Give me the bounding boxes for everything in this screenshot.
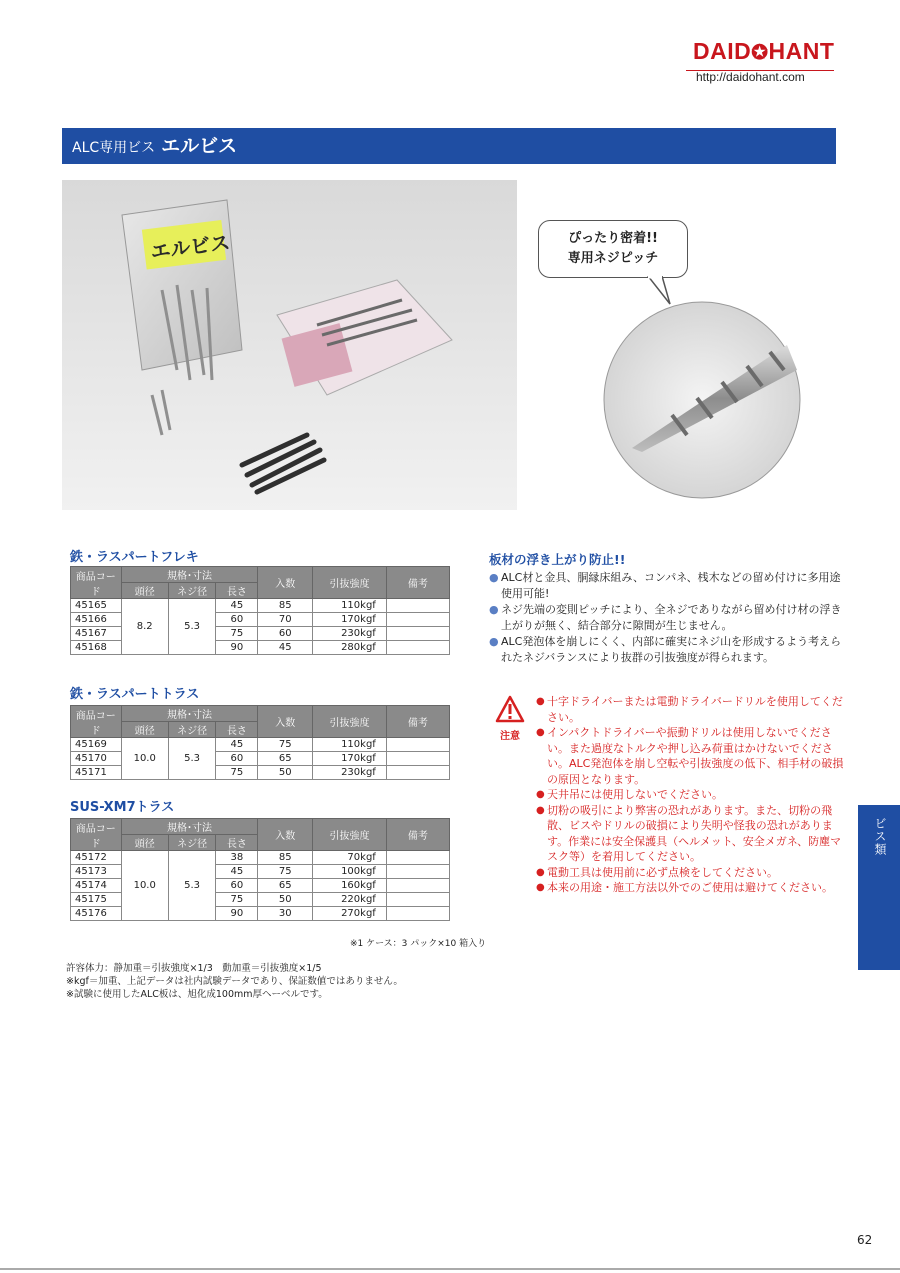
col-spec: 規格･寸法 [121,819,258,835]
cell-length: 90 [216,641,258,655]
cell-note [386,613,449,627]
cell-qty: 30 [258,907,313,921]
cell-code: 45168 [71,641,122,655]
table-3-title: SUS-XM7トラス [70,800,175,815]
col-thread: ネジ径 [168,835,215,851]
star-icon: ✪ [751,42,769,64]
cell-code: 45172 [71,851,122,865]
spec-table-1 [70,566,450,655]
case-note: ※1 ケース：3 パック×10 箱入り [350,939,487,949]
col-head: 頭径 [121,583,168,599]
category-side-tab [858,805,900,970]
cell-qty: 60 [258,627,313,641]
cell-code: 45170 [71,752,122,766]
cell-length: 60 [216,613,258,627]
brand-logo-text-left: DAID [693,38,752,64]
cell-qty: 65 [258,752,313,766]
table-row [71,738,450,752]
col-qty: 入数 [258,706,313,738]
col-spec: 規格･寸法 [121,706,258,722]
cell-length: 60 [216,752,258,766]
col-spec: 規格･寸法 [121,567,258,583]
cell-qty: 65 [258,879,313,893]
bottom-divider [0,1268,900,1270]
cell-note [386,907,449,921]
col-length: 長さ [216,722,258,738]
list-item: ● 切粉の吸引により弊害の恐れがあります。また、切粉の飛散、ビスやドリルの破損により失明や怪我の恐れがあります。作業には安全保護具（ヘルメット、安全メガネ、防塵マスク等）を着用してください。 [536,803,848,865]
cell-length: 75 [216,627,258,641]
title-product: エルビス [161,135,238,157]
features-title: 板材の浮き上がり防止!! [489,552,626,567]
cell-qty: 85 [258,599,313,613]
callout-line-2: 専用ネジピッチ [567,251,659,266]
list-item: ● 本来の用途・施工方法以外でのご使用は避けてください。 [536,880,848,896]
cell-note [386,893,449,907]
product-photo [62,180,517,510]
caution-badge [494,695,526,742]
callout-line-1: ぴったり密着!! [568,231,658,246]
col-head: 頭径 [121,722,168,738]
cell-pull: 70kgf [313,851,387,865]
col-length: 長さ [216,835,258,851]
cell-qty: 85 [258,851,313,865]
brand-logo [693,38,843,65]
table-row [71,599,450,613]
spec-table-3 [70,818,450,921]
cell-length: 90 [216,907,258,921]
cell-code: 45169 [71,738,122,752]
cell-head-dia: 10.0 [121,738,168,780]
col-code: 商品コード [71,567,122,599]
cell-note [386,738,449,752]
side-tab-label: ビス類 [873,817,887,856]
cell-length: 45 [216,738,258,752]
col-note: 備考 [386,567,449,599]
list-item: ● ALC発泡体を崩しにくく、内部に確実にネジ山を形成するよう考えられたネジバランスにより抜群の引抜強度が得られます。 [489,634,849,666]
cell-pull: 280kgf [313,641,387,655]
warning-triangle-icon [495,695,525,723]
cell-note [386,599,449,613]
col-thread: ネジ径 [168,722,215,738]
cell-pull: 160kgf [313,879,387,893]
cell-length: 38 [216,851,258,865]
page-number: 62 [857,1233,873,1247]
cell-length: 60 [216,879,258,893]
col-code: 商品コード [71,819,122,851]
cell-length: 45 [216,599,258,613]
cell-head-dia: 8.2 [121,599,168,655]
col-qty: 入数 [258,567,313,599]
cell-pull: 270kgf [313,907,387,921]
cell-code: 45174 [71,879,122,893]
callout-bubble [538,220,688,278]
footnote: 許容体力：静加重＝引抜強度×1/3 動加重＝引抜強度×1/5 [66,963,322,974]
cell-qty: 50 [258,766,313,780]
cell-qty: 50 [258,893,313,907]
cell-note [386,627,449,641]
col-qty: 入数 [258,819,313,851]
col-note: 備考 [386,819,449,851]
product-photo-illustration [62,180,517,510]
cell-code: 45171 [71,766,122,780]
footnotes [66,962,403,1001]
list-item: ● 十字ドライバーまたは電動ドライバードリルを使用してください。 [536,694,848,725]
cell-note [386,752,449,766]
cell-note [386,879,449,893]
cell-qty: 75 [258,865,313,879]
cell-pull: 110kgf [313,599,387,613]
col-note: 備考 [386,706,449,738]
cell-pull: 170kgf [313,752,387,766]
features-list [489,570,849,666]
footnote: ※kgf＝加重、上記データは社内試験データであり、保証数値ではありません。 [66,976,403,987]
cell-pull: 170kgf [313,613,387,627]
cell-pull: 230kgf [313,627,387,641]
cell-length: 75 [216,766,258,780]
cell-length: 45 [216,865,258,879]
cell-pull: 230kgf [313,766,387,780]
page-title-bar [62,128,836,164]
list-item: ● ネジ先端の変則ピッチにより、全ネジでありながら留め付け材の浮き上がりが無く、結合部分に隙間が生じません。 [489,602,849,634]
col-head: 頭径 [121,835,168,851]
package-label: エルビス [149,230,232,264]
table-row [71,851,450,865]
cell-code: 45165 [71,599,122,613]
table-1-title: 鉄・ラスパートフレキ [70,550,199,565]
caution-label: 注意 [500,731,520,742]
cell-thread-dia: 5.3 [168,599,215,655]
cell-code: 45176 [71,907,122,921]
col-code: 商品コード [71,706,122,738]
cell-thread-dia: 5.3 [168,851,215,921]
cell-pull: 100kgf [313,865,387,879]
cell-pull: 110kgf [313,738,387,752]
cell-head-dia: 10.0 [121,851,168,921]
cell-thread-dia: 5.3 [168,738,215,780]
brand-logo-text-right: HANT [768,38,835,64]
list-item: ● ALC材と金具、胴縁床組み、コンパネ、桟木などの留め付けに多用途使用可能! [489,570,849,602]
cell-length: 75 [216,893,258,907]
cell-qty: 45 [258,641,313,655]
spec-table-2 [70,705,450,780]
screw-closeup-image [602,300,802,500]
cell-qty: 70 [258,613,313,627]
cell-code: 45175 [71,893,122,907]
list-item: ● インパクトドライバーや振動ドリルは使用しないでください。また過度なトルクや押し込み荷重はかけないでください。ALC発泡体を崩し空転や引抜強度の低下、相手材の破損の原因となります。 [536,725,848,787]
caution-list [536,694,848,896]
cell-note [386,641,449,655]
cell-note [386,851,449,865]
footnote: ※試験に使用したALC板は、旭化成100mm厚ヘーベルです。 [66,989,328,1000]
cell-code: 45173 [71,865,122,879]
cell-note [386,766,449,780]
cell-pull: 220kgf [313,893,387,907]
col-length: 長さ [216,583,258,599]
table-2-title: 鉄・ラスパートトラス [70,687,200,702]
title-category: ALC専用ビス [72,140,156,156]
list-item: ● 電動工具は使用前に必ず点検をしてください。 [536,865,848,881]
list-item: ● 天井吊には使用しないでください。 [536,787,848,803]
col-pull: 引抜強度 [313,567,387,599]
brand-url: http://daidohant.com [696,70,805,84]
cell-note [386,865,449,879]
col-pull: 引抜強度 [313,819,387,851]
cell-qty: 75 [258,738,313,752]
col-pull: 引抜強度 [313,706,387,738]
col-thread: ネジ径 [168,583,215,599]
cell-code: 45167 [71,627,122,641]
cell-code: 45166 [71,613,122,627]
